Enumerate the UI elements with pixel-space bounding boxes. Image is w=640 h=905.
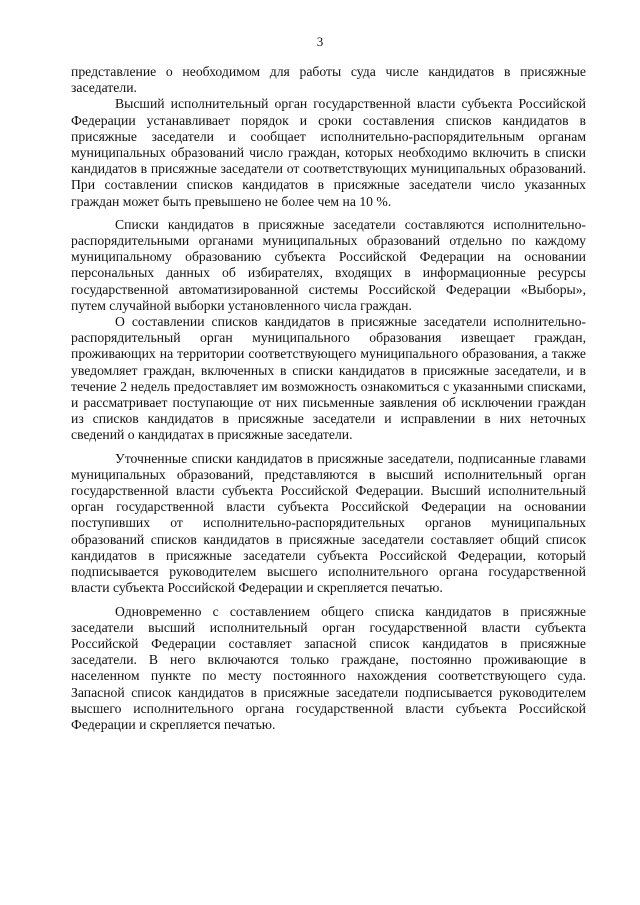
- document-body: [71, 64, 586, 733]
- paragraph-citizen-notification: О составлении списков кандидатов в присяжные заседатели исполнительно-распорядительный орган муниципального образования извещает граждан, проживающих на территории соответствующего муниципального образования, а также уведомляет граждан, включенных в списки кандидатов в присяжные заседатели, и в течение 2 недель предоставляет им возможность ознакомиться с указанными списками, и рассматривает поступающие от них письменные заявления об исключении граждан из списков кандидатов в присяжные заседатели и исправлении в них неточных сведений о кандидатах в присяжные заседатели.: [71, 314, 586, 443]
- paragraph-reserve-list: Одновременно с составлением общего списка кандидатов в присяжные заседатели высший исполнительный орган государственной власти субъекта Российской Федерации составляет запасной список кандидатов в присяжные заседатели. В него включаются только граждане, постоянно проживающие в населенном пункте по месту постоянного нахождения соответствующего суда. Запасной список кандидатов в присяжные заседатели подписывается руководителем высшего исполнительного органа государственной власти субъекта Российской Федерации и скрепляется печатью.: [71, 603, 586, 732]
- paragraph-general-list: Уточненные списки кандидатов в присяжные заседатели, подписанные главами муниципальных образований, представляются в высший исполнительный орган государственной власти субъекта Российской Федерации. Высший исполнительный орган государственной власти субъекта Российской Федерации на основании поступивших от исполнительно-распорядительных органов муниципальных образований списков кандидатов в присяжные заседатели составляет общий список кандидатов в присяжные заседатели субъекта Российской Федерации, который подписывается руководителем высшего исполнительного органа государственной власти субъекта Российской Федерации и скрепляется печатью.: [71, 450, 586, 596]
- paragraph-continuation: представление о необходимом для работы суда числе кандидатов в присяжные заседатели.: [71, 64, 586, 96]
- paragraph-list-compilation: Списки кандидатов в присяжные заседатели составляются исполнительно-распорядительными органами муниципальных образований отдельно по каждому муниципальному образованию субъекта Российской Федерации на основании персональных данных об избирателях, входящих в информационные ресурсы государственной автоматизированной системы Российской Федерации «Выборы», путем случайной выборки установленного числа граждан.: [71, 216, 586, 313]
- page-number: 3: [316, 34, 324, 49]
- paragraph-list-procedure: Высший исполнительный орган государственной власти субъекта Российской Федерации устанавливает порядок и сроки составления списков кандидатов в присяжные заседатели и сообщает исполнительно-распорядительным органам муниципальных образований число граждан, которых необходимо включить в списки кандидатов в присяжные заседатели от соответствующих муниципальных образований. При составлении списков кандидатов в присяжные заседатели число указанных граждан может быть превышено не более чем на 10 %.: [71, 96, 586, 209]
